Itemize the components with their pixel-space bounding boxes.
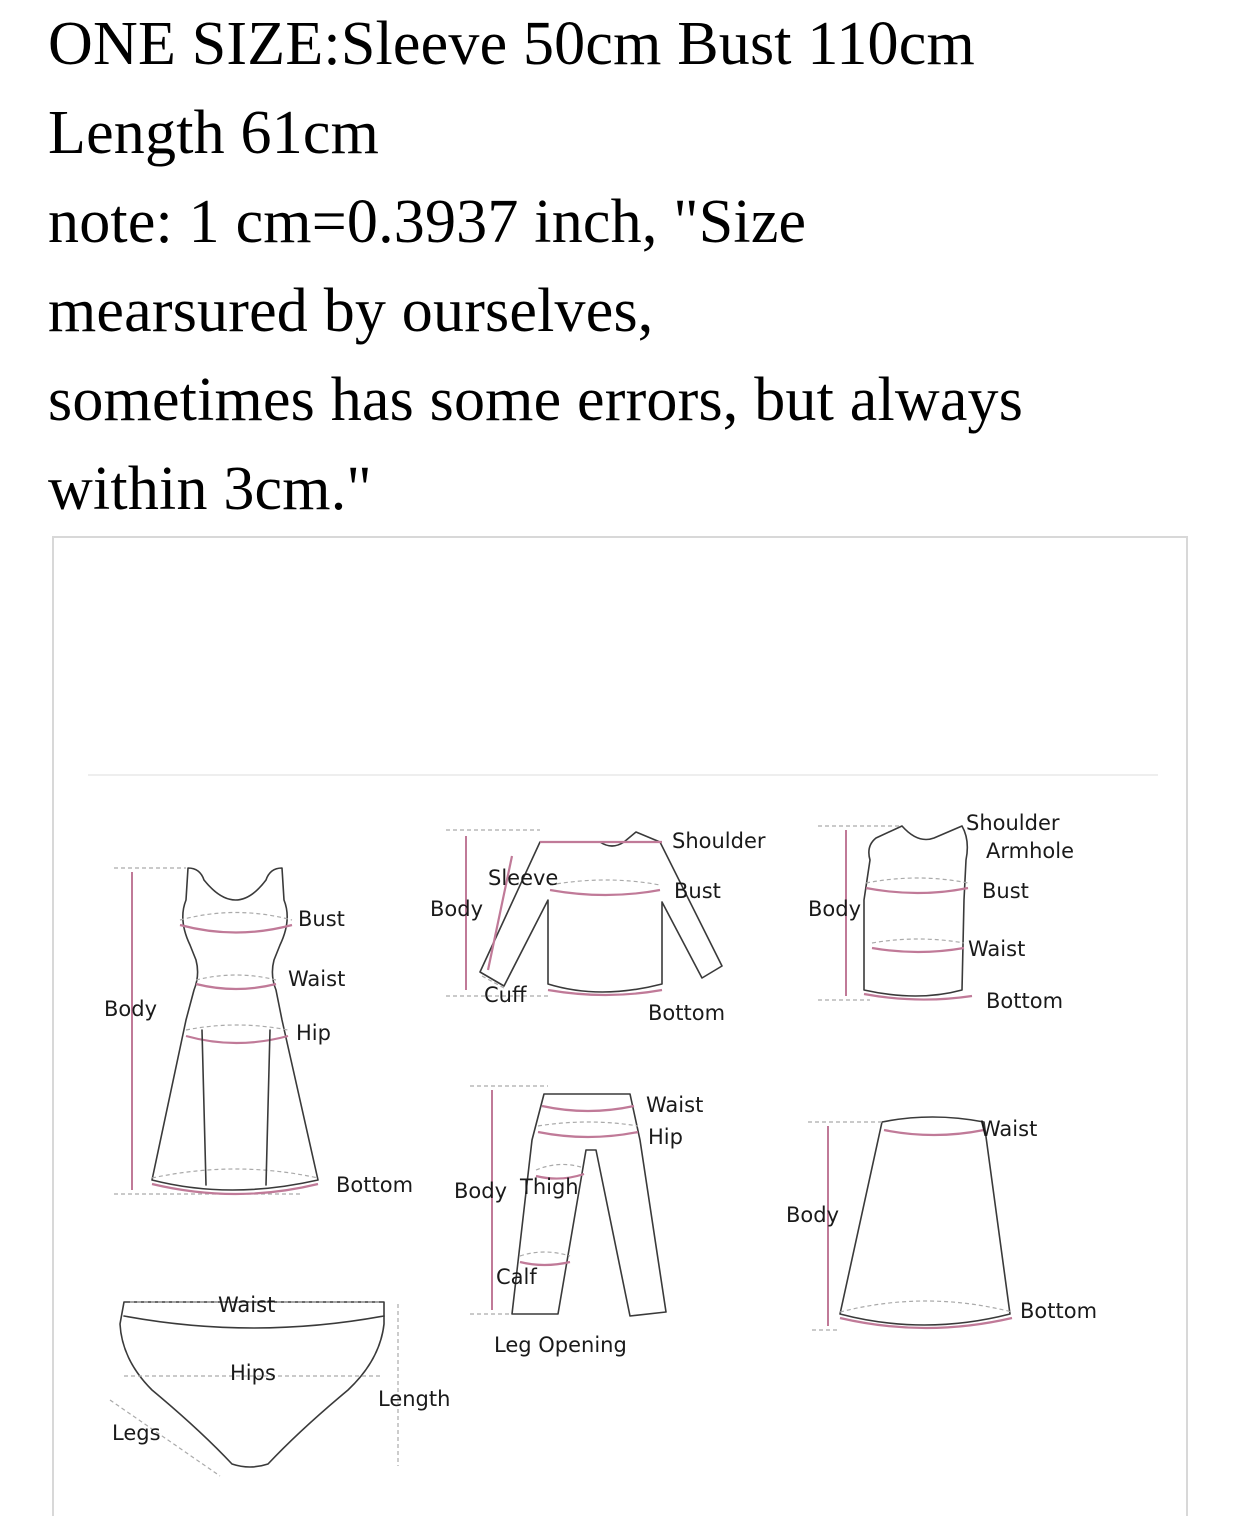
briefs-length-label: Length: [378, 1387, 451, 1411]
pants-hip-label: Hip: [648, 1125, 683, 1149]
sweater-shoulder-label: Shoulder: [672, 829, 766, 853]
tank-shoulder-label: Shoulder: [966, 811, 1060, 835]
note-line: sometimes has some errors, but always: [48, 366, 1024, 434]
skirt-body-label: Body: [786, 1203, 840, 1227]
sweater-figure: [430, 829, 766, 1025]
tank-bust-label: Bust: [982, 879, 1029, 903]
dress-waist-label: Waist: [288, 967, 346, 991]
note-line: within 3cm.": [48, 455, 372, 523]
size-line: ONE SIZE:Sleeve 50cm Bust 110cm: [48, 10, 975, 78]
tank-body-label: Body: [808, 897, 862, 921]
skirt-bottom-label: Bottom: [1020, 1299, 1098, 1323]
skirt-waist-label: Waist: [980, 1117, 1038, 1141]
pants-figure: [454, 1086, 703, 1357]
tank-bottom-label: Bottom: [986, 989, 1064, 1013]
sweater-cuff-label: Cuff: [484, 983, 527, 1007]
briefs-waist-label: Waist: [218, 1293, 276, 1317]
briefs-hips-label: Hips: [230, 1361, 276, 1385]
dress-body-label: Body: [104, 997, 158, 1021]
dress-hip-label: Hip: [296, 1021, 331, 1045]
briefs-legs-label: Legs: [112, 1421, 161, 1445]
dress-figure: [104, 868, 413, 1197]
tank-waist-label: Waist: [968, 937, 1026, 961]
note-line: mearsured by ourselves,: [48, 277, 654, 345]
briefs-figure: [110, 1293, 450, 1476]
dress-bust-label: Bust: [298, 907, 345, 931]
pants-waist-label: Waist: [646, 1093, 704, 1117]
pants-body-label: Body: [454, 1179, 508, 1203]
pants-leg-opening-label: Leg Opening: [494, 1333, 627, 1357]
pants-calf-label: Calf: [496, 1265, 537, 1289]
tank-armhole-label: Armhole: [986, 839, 1074, 863]
tank-figure: [808, 811, 1074, 1013]
sweater-bust-label: Bust: [674, 879, 721, 903]
skirt-figure: [786, 1117, 1097, 1330]
sweater-sleeve-label: Sleeve: [488, 866, 559, 890]
note-line: note: 1 cm=0.3937 inch, "Size: [48, 188, 807, 256]
pants-thigh-label: Thigh: [520, 1175, 579, 1199]
sweater-bottom-label: Bottom: [648, 1001, 726, 1025]
length-line: Length 61cm: [48, 99, 380, 167]
sweater-body-label: Body: [430, 897, 484, 921]
dress-bottom-label: Bottom: [336, 1173, 414, 1197]
